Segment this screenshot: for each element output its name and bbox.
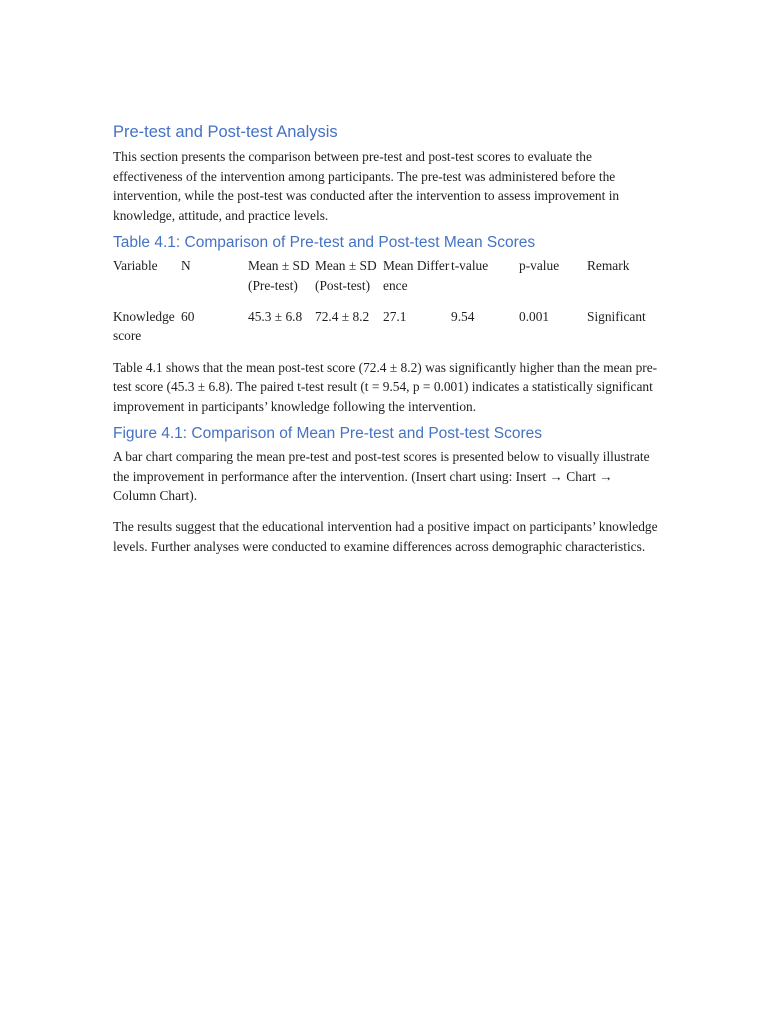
table-header-row	[113, 256, 658, 307]
document-content	[113, 122, 658, 556]
cell-mean-difference: 27.1	[383, 309, 407, 325]
cell-n: 60	[181, 309, 195, 325]
header-mean-difference: Mean Difference	[383, 258, 450, 293]
intro-paragraph: This section presents the comparison between pre-test and post-test scores to evaluate the effectiveness of the intervention among participants. The pre-test was administered before the intervention, while the post-test was conducted after the intervention to assess improvement in knowledge, attitude, and practice levels.	[113, 149, 620, 223]
cell-p-value: 0.001	[519, 309, 550, 325]
header-remark: Remark	[587, 258, 630, 274]
paragraph-spacer	[113, 505, 658, 517]
header-mean-post: Mean ± SD (Post-test)	[315, 258, 377, 293]
section-title: Pre-test and Post-test Analysis	[113, 123, 338, 141]
cell-mean-pre: 45.3 ± 6.8	[248, 309, 303, 325]
cell-t-value: 9.54	[451, 309, 475, 325]
conclusion-paragraph: The results suggest that the educational intervention had a positive impact on participants’ knowledge levels. Further analyses were conducted to examine differences across demographic characteristics.	[113, 519, 658, 554]
header-p-value: p-value	[519, 258, 560, 274]
cell-remark: Significant	[587, 309, 646, 325]
header-n: N	[181, 258, 191, 274]
table-description: Table 4.1 shows that the mean post-test score (72.4 ± 8.2) was significantly higher than the mean pre-test score (45.3 ± 6.8). The paired t-test result (t = 9.54, p = 0.001) indicates a statistically significant improvement in participants’ knowledge following the intervention.	[113, 359, 658, 414]
header-mean-pre: Mean ± SD (Pre-test)	[248, 258, 310, 293]
figure-description: A bar chart comparing the mean pre-test and post-test scores is presented below to visually illustrate the improvement in performance after the intervention. (Insert chart using: Insert → Chart → Column Chart).	[113, 449, 650, 503]
header-t-value: t-value	[451, 258, 489, 274]
results-table	[113, 256, 658, 356]
cell-variable: Knowledge score	[113, 309, 175, 344]
figure-title: Figure 4.1: Comparison of Mean Pre-test and Post-test Scores	[113, 425, 543, 443]
table-title: Table 4.1: Comparison of Pre-test and Post-test Mean Scores	[113, 234, 536, 252]
table-row	[113, 307, 658, 356]
cell-mean-post: 72.4 ± 8.2	[315, 309, 370, 325]
header-variable: Variable	[113, 258, 158, 274]
